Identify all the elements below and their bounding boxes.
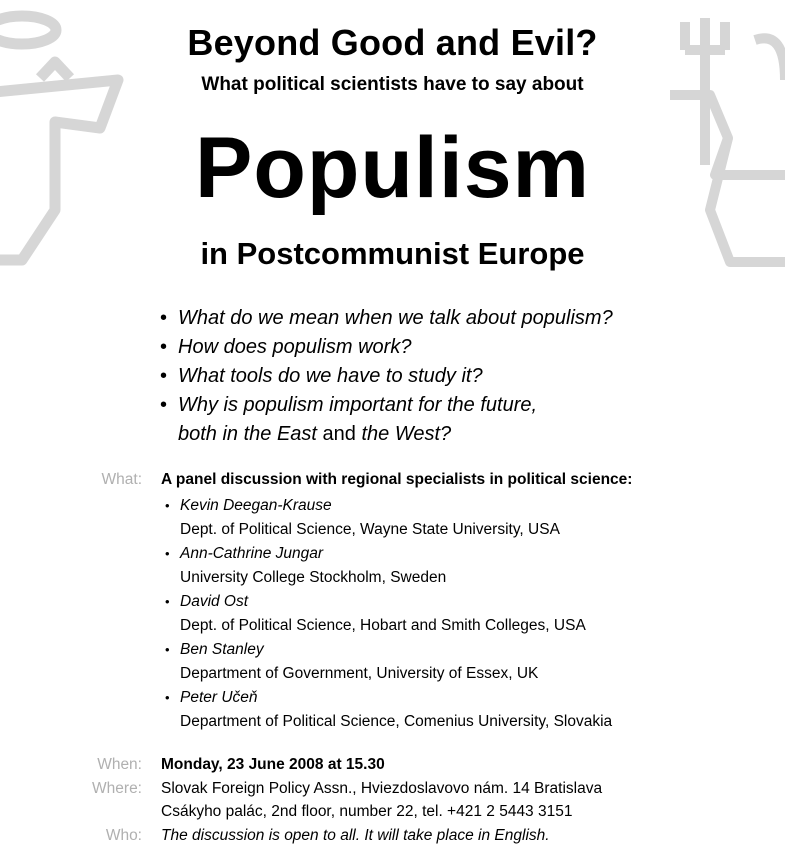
- panelist-item: [165, 542, 765, 590]
- question-item: • How does populism work?: [160, 333, 720, 362]
- event-subtitle: What political scientists have to say about: [201, 74, 584, 95]
- panel-heading: A panel discussion with regional specialists in political science:: [161, 471, 633, 488]
- when-label: When:: [97, 756, 142, 773]
- panelist-affiliation: Department of Government, University of Essex, UK: [180, 665, 539, 682]
- event-title: Beyond Good and Evil?: [187, 22, 598, 63]
- panelist-item: [165, 686, 765, 734]
- question-item: • Why is populism important for the future, both in the East and the West?: [160, 391, 720, 449]
- where-label: Where:: [92, 780, 142, 797]
- panelist-name: • Ben Stanley: [180, 641, 264, 658]
- who-label: Who:: [105, 827, 142, 844]
- where-line2: Csákyho palác, 2nd floor, number 22, tel. +421 2 5443 3151: [161, 803, 573, 820]
- panelist-item: [165, 590, 765, 638]
- panelist-name: • Peter Učeň: [180, 689, 258, 706]
- region-title: in Postcommunist Europe: [200, 236, 585, 271]
- panelist-name: • Kevin Deegan-Krause: [180, 497, 332, 514]
- panelist-affiliation: Dept. of Political Science, Hobart and Smith Colleges, USA: [180, 617, 586, 634]
- main-title: Populism: [194, 120, 591, 216]
- panelist-item: [165, 494, 765, 542]
- who-value: The discussion is open to all. It will take place in English.: [161, 827, 550, 844]
- where-line1: Slovak Foreign Policy Assn., Hviezdoslavovo nám. 14 Bratislava: [161, 780, 603, 797]
- panelist-affiliation: University College Stockholm, Sweden: [180, 569, 447, 586]
- panelist-item: [165, 638, 765, 686]
- panelist-list: [165, 494, 765, 734]
- question-item: • What do we mean when we talk about populism?: [160, 304, 720, 333]
- panelist-affiliation: Dept. of Political Science, Wayne State University, USA: [180, 521, 560, 538]
- when-value: Monday, 23 June 2008 at 15.30: [161, 756, 385, 773]
- panelist-name: • Ann-Cathrine Jungar: [180, 545, 324, 562]
- questions-list: [160, 304, 720, 449]
- panelist-name: • David Ost: [180, 593, 249, 610]
- what-label: What:: [101, 471, 142, 488]
- question-item: • What tools do we have to study it?: [160, 362, 720, 391]
- panelist-affiliation: Department of Political Science, Comenius University, Slovakia: [180, 713, 613, 730]
